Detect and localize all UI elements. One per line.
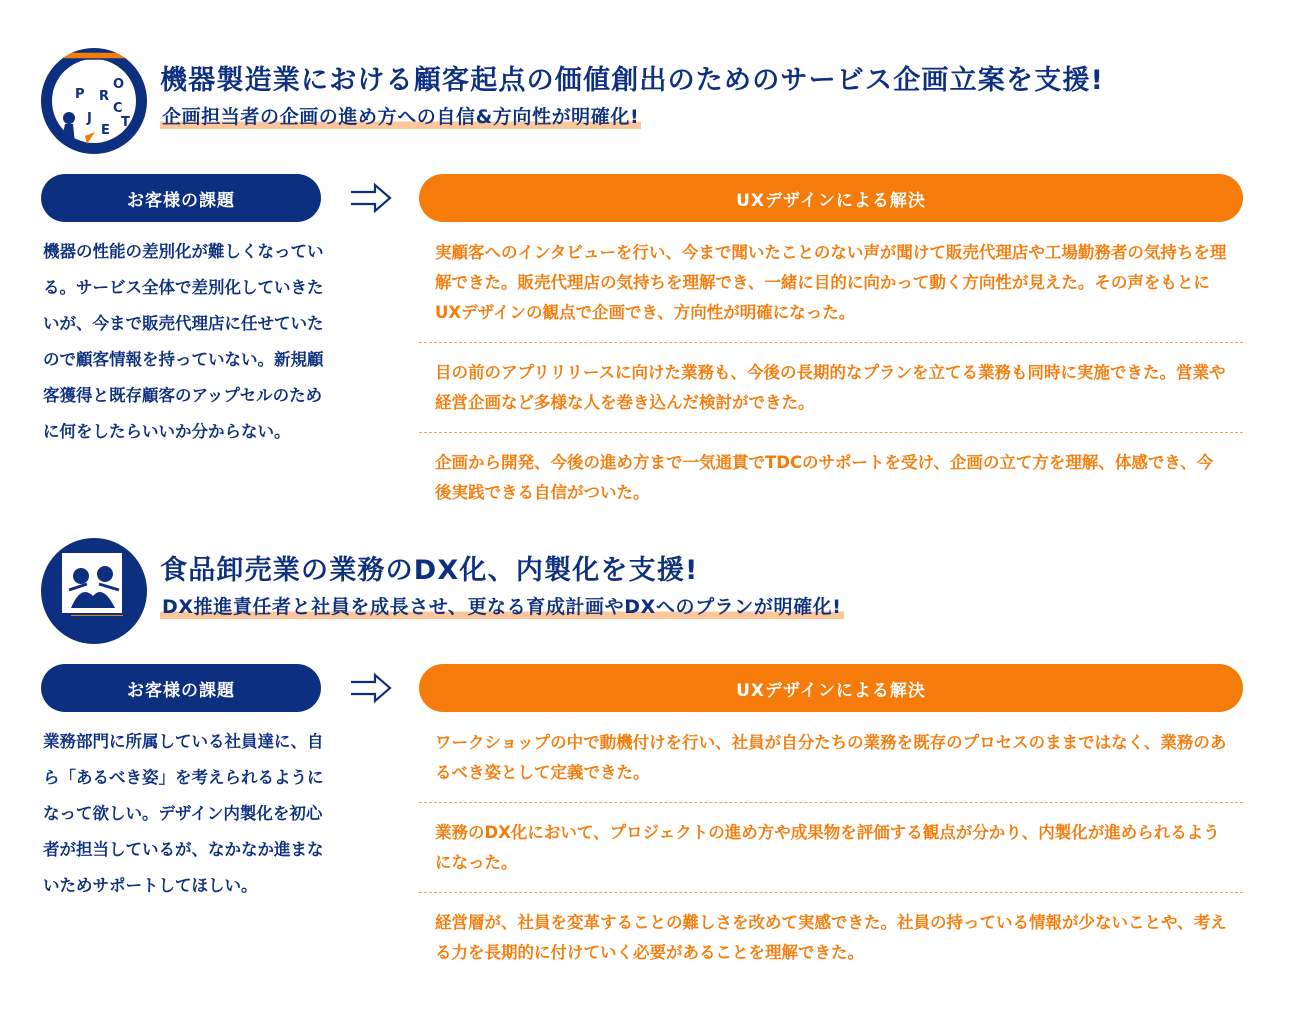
right-arrow-icon: [349, 182, 393, 214]
customer-issue-label: お客様の課題: [41, 664, 321, 712]
solution-item: 経営層が、社員を変革することの難しさを改めて実感できた。社員の持っている情報が少ないことや、考える力を長期的に付けていく必要があることを理解できた。: [419, 892, 1243, 982]
emblem-letter-p: P: [75, 87, 85, 102]
solution-list: [419, 234, 1243, 522]
case-subtitle: DX推進責任者と社員を成長させ、更なる育成計画やDXへのプランが明確化!: [162, 596, 842, 618]
solution-item: 目の前のアプリリリースに向けた業務も、今後の長期的なプランを立てる業務も同時に実施できた。営業や経営企画など多様な人を巻き込んだ検討ができた。: [419, 342, 1243, 432]
emblem-letter-t: T: [121, 115, 130, 130]
case-title: 機器製造業における顧客起点の価値創出のためのサービス企画立案を支援!: [160, 65, 1105, 96]
ux-solution-label: UXデザインによる解決: [419, 174, 1243, 222]
customer-issue-text: 機器の性能の差別化が難しくなっている。サービス全体で差別化していきたいが、今まで販売代理店に任せていたので顧客情報を持っていない。新規顧客獲得と既存顧客のアップセルのために何をしたらいいか分からない。: [43, 242, 324, 441]
team-collaboration-icon: [41, 538, 147, 644]
project-illustration-icon: [41, 48, 147, 154]
case-subtitle: 企画担当者の企画の進め方への自信&方向性が明確化!: [162, 106, 640, 128]
emblem-letter-o: O: [113, 77, 125, 92]
solution-list: [419, 724, 1243, 982]
emblem-letter-r: R: [99, 89, 110, 104]
customer-issue-text: 業務部門に所属している社員達に、自ら「あるべき姿」を考えられるようになって欲しい。デザイン内製化を初心者が担当しているが、なかなか進まないためサポートしてほしい。: [43, 732, 324, 895]
customer-issue-label: お客様の課題: [41, 174, 321, 222]
emblem-letter-e: E: [101, 123, 110, 138]
solution-item: ワークショップの中で動機付けを行い、社員が自分たちの業務を既存のプロセスのままではなく、業務のあるべき姿として定義できた。: [435, 733, 1227, 782]
emblem-letter-j: J: [87, 111, 92, 126]
case-title: 食品卸売業の業務のDX化、内製化を支援!: [160, 555, 699, 586]
solution-item: 業務のDX化において、プロジェクトの進め方や成果物を評価する観点が分かり、内製化が進められるようになった。: [419, 802, 1243, 892]
ux-solution-label: UXデザインによる解決: [419, 664, 1243, 712]
solution-item: 企画から開発、今後の進め方まで一気通貫でTDCのサポートを受け、企画の立て方を理解、体感でき、今後実践できる自信がついた。: [419, 432, 1243, 522]
emblem-letter-c: C: [113, 101, 123, 116]
solution-item: 実顧客へのインタビューを行い、今まで聞いたことのない声が聞けて販売代理店や工場勤務者の気持ちを理解できた。販売代理店の気持ちを理解でき、一緒に目的に向かって動く方向性が見えた。その声をもとにUXデザインの観点で企画でき、方向性が明確になった。: [435, 243, 1227, 322]
right-arrow-icon: [349, 672, 393, 704]
